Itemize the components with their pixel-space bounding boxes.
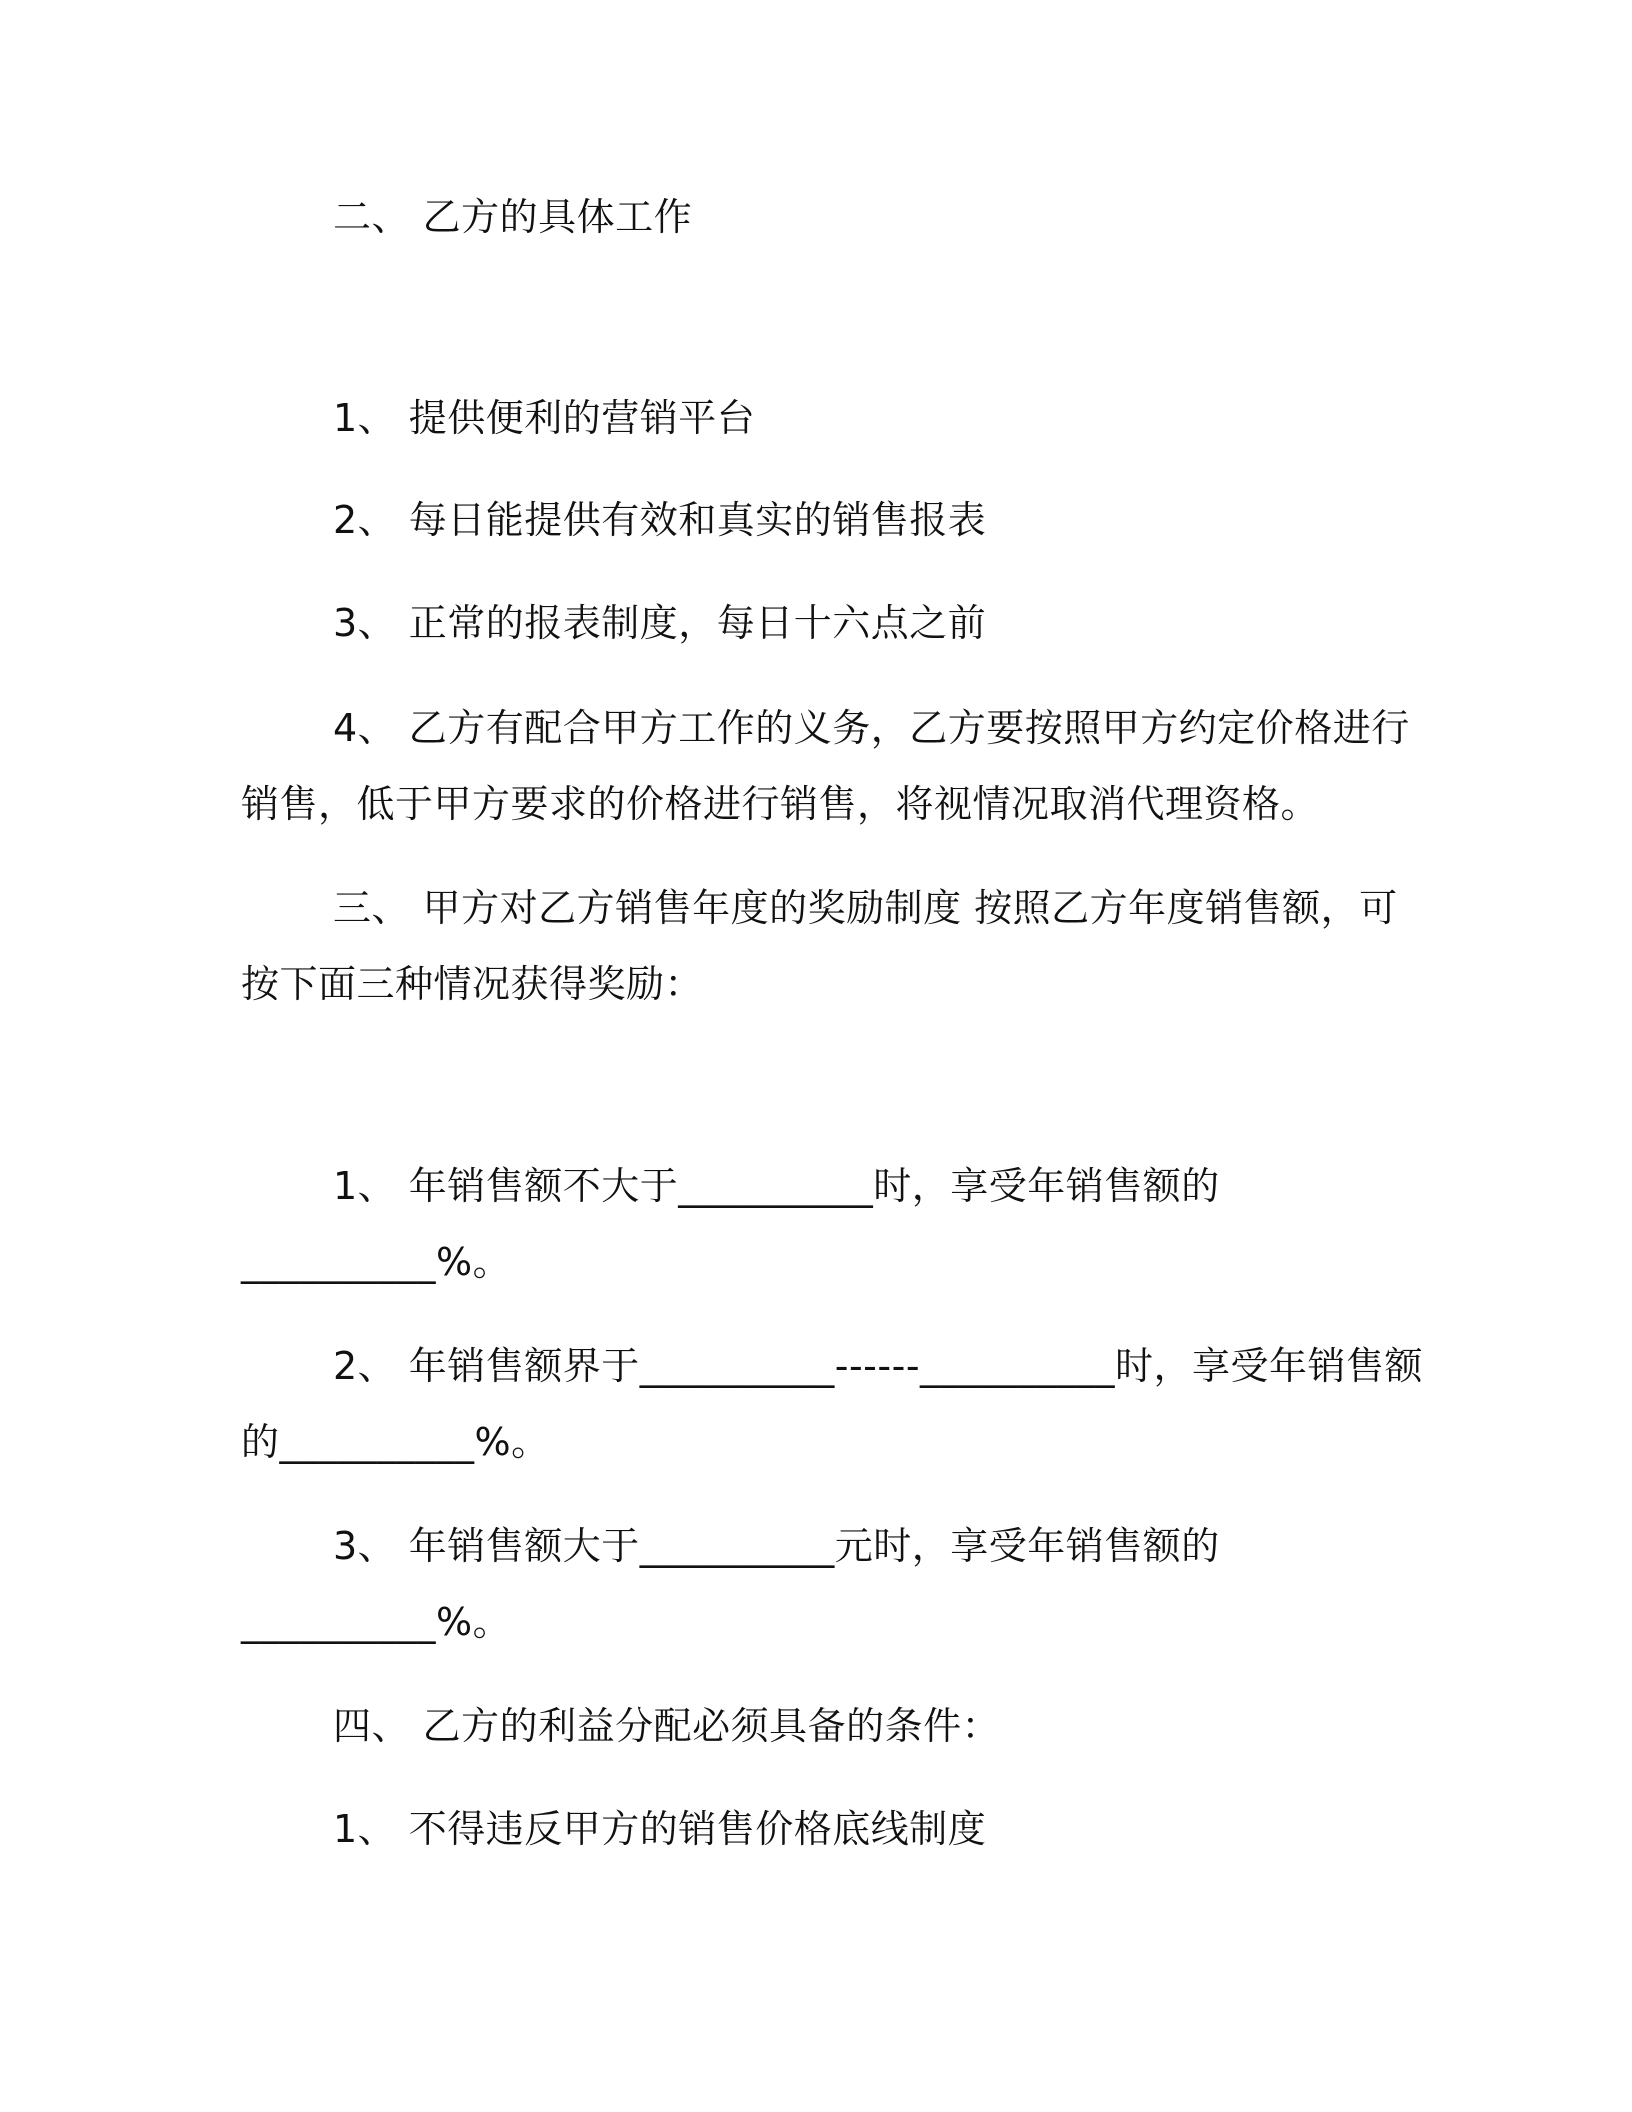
section-3-item-3-line-1: 3、 年销售额大于__________元时，享受年销售额的 — [333, 1524, 1220, 1568]
section-2-item-1: 1、 提供便利的营销平台 — [333, 396, 756, 440]
section-3-item-1-line-2: __________%。 — [241, 1240, 512, 1284]
section-3-heading-line-2: 按下面三种情况获得奖励： — [241, 962, 704, 1006]
section-2-heading: 二、 乙方的具体工作 — [333, 195, 693, 239]
section-3-item-2-line-2: 的__________%。 — [241, 1420, 550, 1464]
section-2-item-4-line-2: 销售，低于甲方要求的价格进行销售，将视情况取消代理资格。 — [241, 782, 1320, 826]
section-3-item-3-line-2: __________%。 — [241, 1600, 512, 1644]
section-2-item-2: 2、 每日能提供有效和真实的销售报表 — [333, 498, 987, 542]
section-3-item-1-line-1: 1、 年销售额不大于__________时，享受年销售额的 — [333, 1164, 1220, 1208]
section-3-heading-line-1: 三、 甲方对乙方销售年度的奖励制度 按照乙方年度销售额，可 — [333, 886, 1398, 930]
section-3-item-2-line-1: 2、 年销售额界于__________------__________时，享受年销售额 — [333, 1344, 1424, 1388]
section-2-item-3: 3、 正常的报表制度，每日十六点之前 — [333, 601, 987, 645]
section-2-item-4-line-1: 4、 乙方有配合甲方工作的义务，乙方要按照甲方约定价格进行 — [333, 706, 1410, 750]
section-4-item-1: 1、 不得违反甲方的销售价格底线制度 — [333, 1807, 987, 1851]
section-4-heading: 四、 乙方的利益分配必须具备的条件： — [333, 1704, 1001, 1748]
